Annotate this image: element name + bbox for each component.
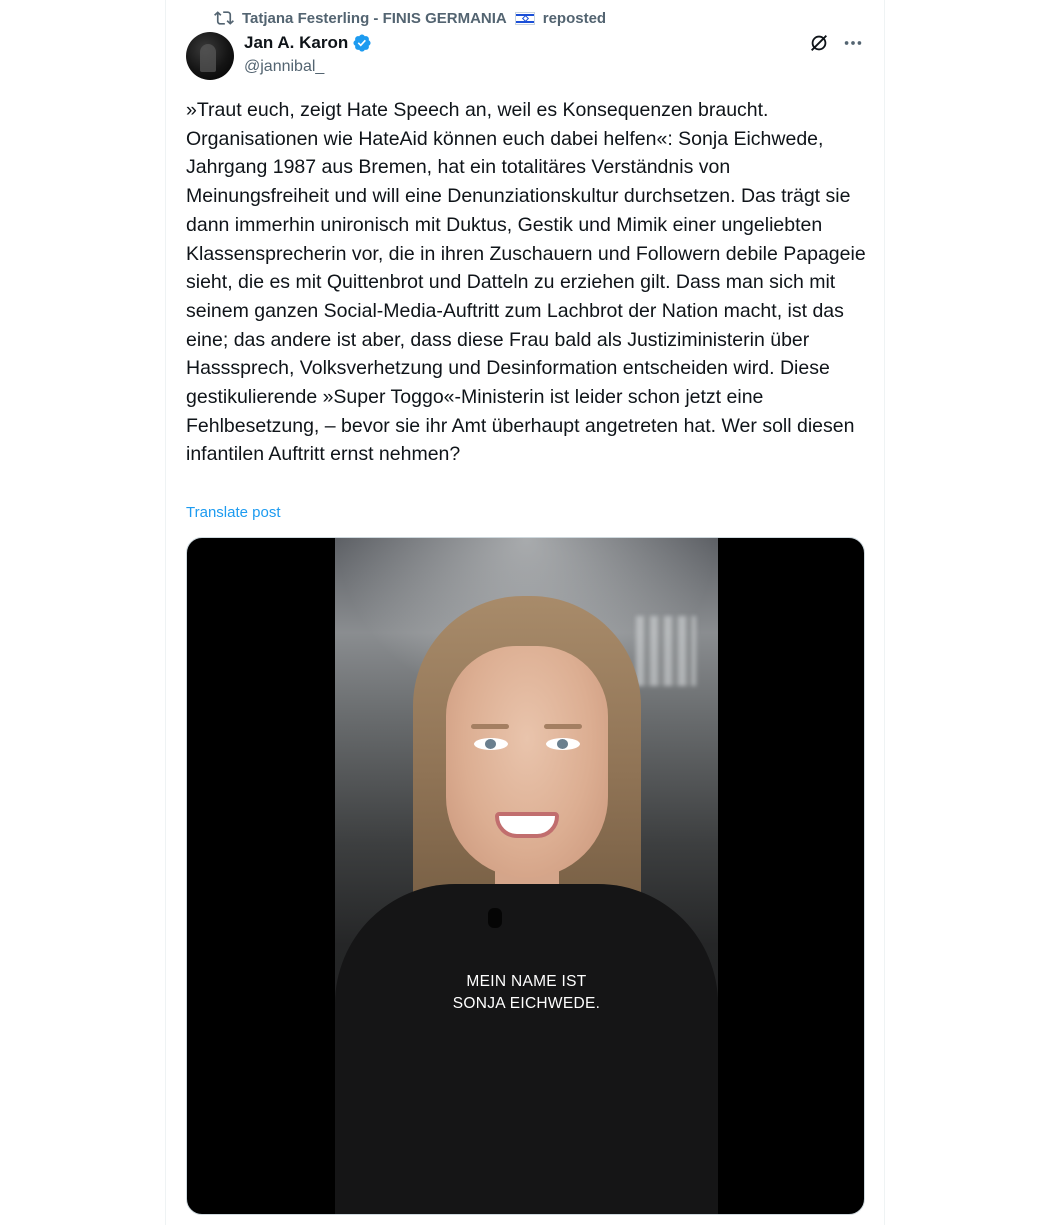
repost-icon <box>214 8 234 28</box>
video-frame <box>335 538 718 1215</box>
author-display-name[interactable]: Jan A. Karon <box>244 33 349 52</box>
grok-icon[interactable] <box>808 32 830 54</box>
author-handle[interactable]: @jannibal_ <box>244 58 325 75</box>
repost-indicator[interactable] <box>214 8 606 28</box>
post-text: »Traut euch, zeigt Hate Speech an, weil es Konsequenzen braucht. Organisationen wie HateAid können euch dabei helfen«: Sonja Eichwede, Jahrgang 1987 aus Bremen, hat ein totalitäres Verständnis von Meinungsfreiheit und will eine Denunziationskultur durchsetzen. Das trägt sie dann immerhin unironisch mit Duktus, Gestik und Mimik einer ungeliebten Klassensprecherin vor, die in ihren Zuschauern und Followern debile Papageie sieht, die es mit Quittenbrot und Datteln zu erziehen gilt. Dass man sich mit seinem ganzen Social-Media-Auftritt zum Lachbrot der Nation macht, ist das eine; das andere ist aber, dass diese Frau bald als Justiziministerin über Hasssprech, Volksverhetzung und Desinformation entscheiden wird. Diese gestikulierende »Super Toggo«-Ministerin ist leider schon jetzt eine Fehlbesetzung, – bevor sie ihr Amt überhaupt angetreten hat. Wer soll diesen infantilen Auftritt ernst nehmen? <box>186 99 866 466</box>
translate-post-link[interactable]: Translate post <box>186 504 281 521</box>
header-actions <box>808 32 864 54</box>
more-options-icon[interactable] <box>842 32 864 54</box>
video-player[interactable] <box>186 537 865 1215</box>
author-name-row <box>244 33 372 53</box>
avatar[interactable] <box>186 32 234 80</box>
verified-badge-icon[interactable] <box>352 33 372 53</box>
subtitle-line-1: MEIN NAME IST <box>466 973 587 990</box>
israel-flag-icon <box>515 12 535 25</box>
repost-suffix: reposted <box>542 9 607 27</box>
timeline-column <box>165 0 885 1225</box>
repost-user-name[interactable]: Tatjana Festerling - FINIS GERMANIA <box>242 9 507 27</box>
subtitle-line-2: SONJA EICHWEDE. <box>452 995 601 1012</box>
video-subtitle <box>335 971 718 1015</box>
